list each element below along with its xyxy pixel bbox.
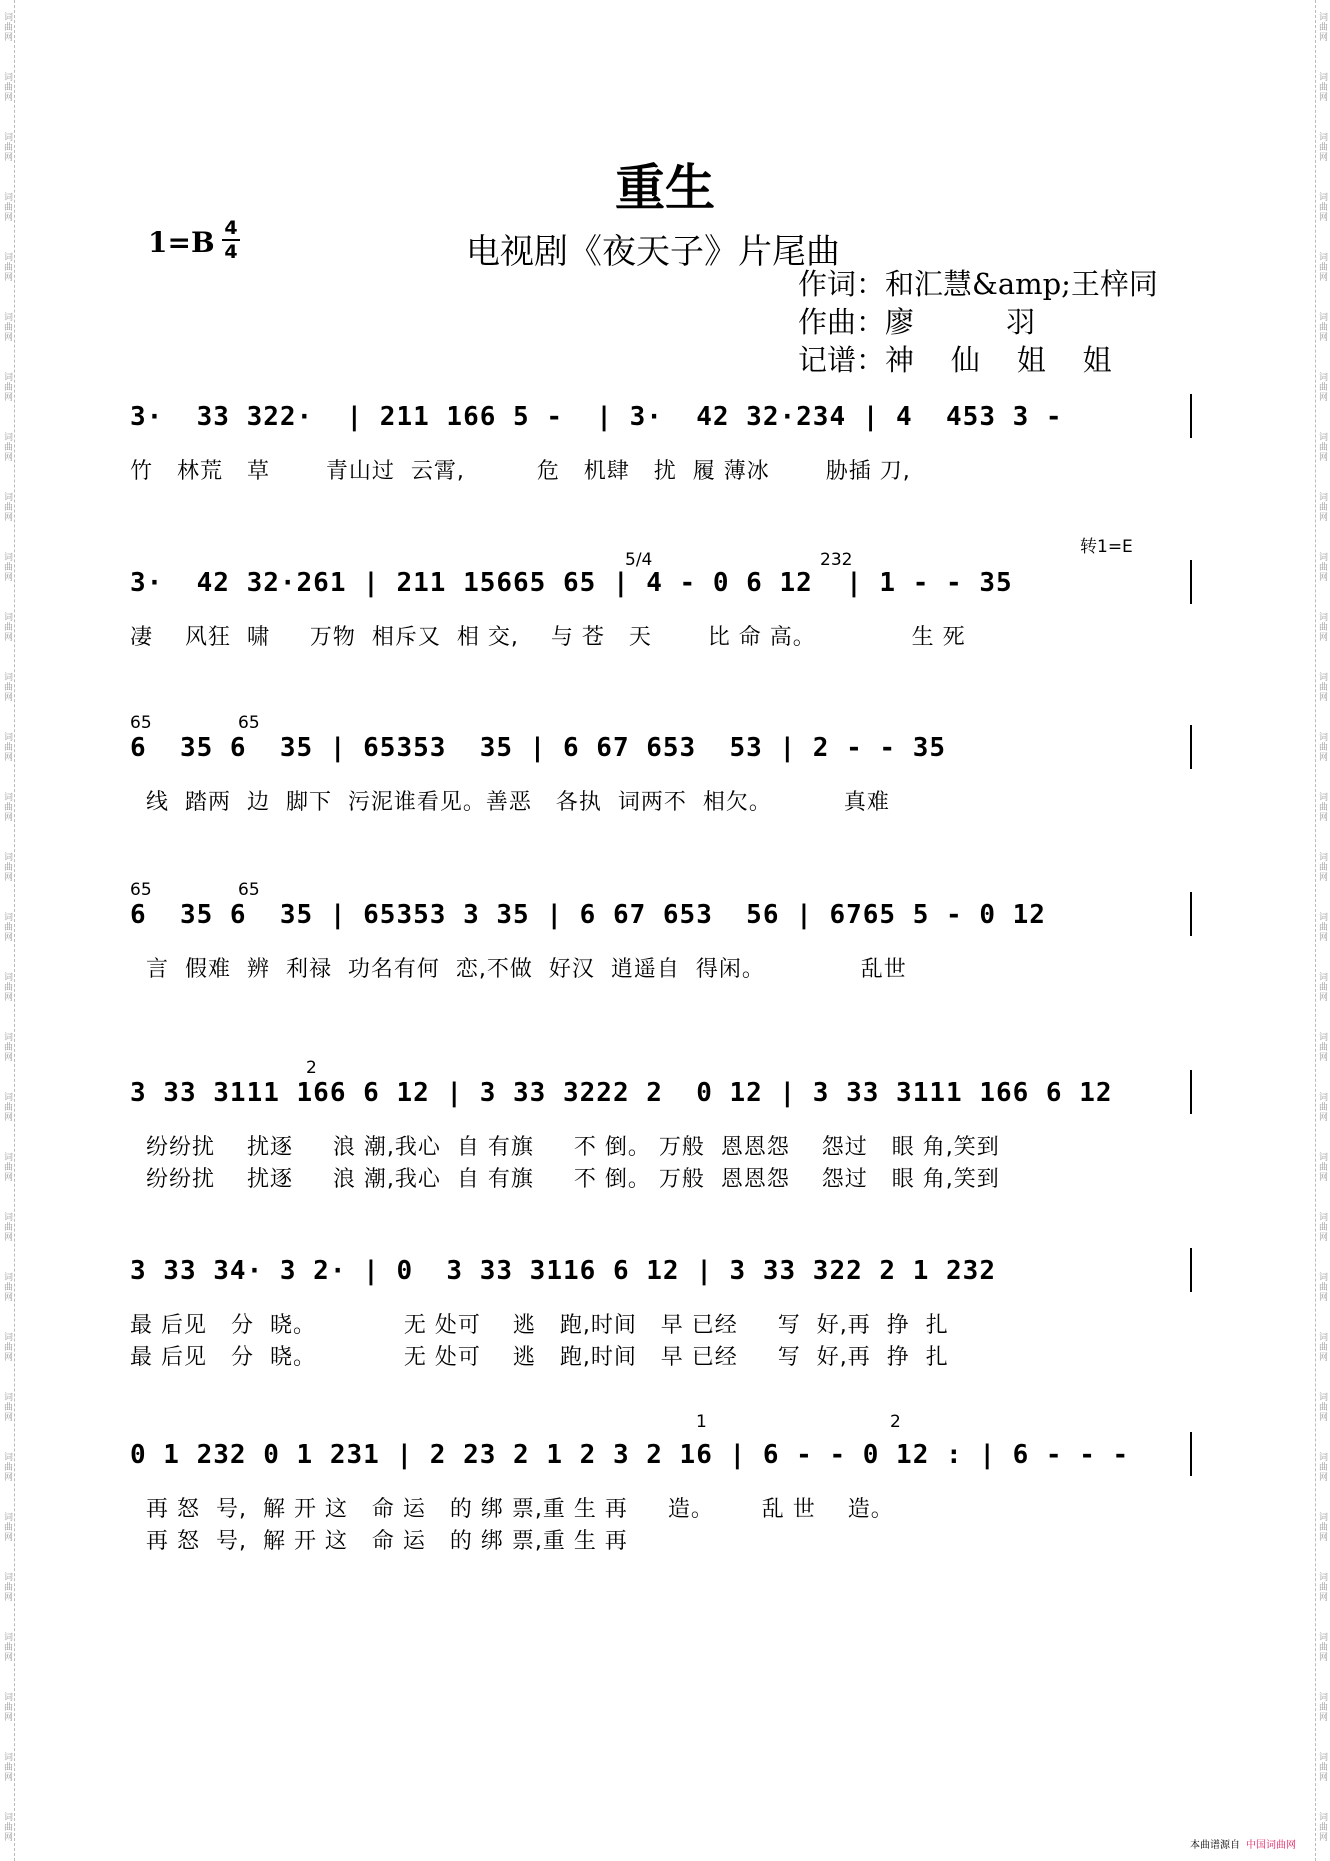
notation-line: 3 33 3111 166 6 12 | 3 33 3222 2 0 12 | 3 33 3111 166 6 12 [130, 1078, 1113, 1108]
composer-credit: 作曲：廖 羽 [798, 305, 1036, 339]
footer [1190, 1836, 1296, 1851]
lyric-line: 纷纷扰 扰逐 浪 潮,我心 自 有旗 不 倒。 万般 恩恩怨 怨过 眼 角,笑到 [130, 1167, 1000, 1192]
watermark-text: 词曲网 [1317, 492, 1327, 522]
watermark-text: 词曲网 [2, 1452, 12, 1482]
watermark-text: 词曲网 [2, 432, 12, 462]
watermark-text: 词曲网 [2, 972, 12, 1002]
footer-source: 本曲谱源自 [1190, 1840, 1240, 1851]
score-mark: 2 [890, 1412, 901, 1432]
lyricist-credit: 作词：和汇慧&amp;王梓同 [798, 267, 1158, 301]
watermark-text: 词曲网 [1317, 672, 1327, 702]
transcriber-credit: 记谱：神 仙 姐 姐 [798, 343, 1112, 377]
watermark-text: 词曲网 [2, 732, 12, 762]
score-mark: 65 [238, 713, 260, 733]
watermark-text: 词曲网 [2, 1092, 12, 1122]
notation-line: 3· 42 32·261 | 211 15665 65 | 4 - 0 6 12 | 1 - - 35 [130, 568, 1013, 598]
barline [1190, 1070, 1192, 1114]
watermark-text: 词曲网 [2, 1812, 12, 1842]
watermark-text: 词曲网 [1317, 972, 1327, 1002]
barline [1190, 560, 1192, 604]
lyric-line: 言 假难 辨 利禄 功名有何 恋,不做 好汉 逍遥自 得闲。 乱世 [130, 957, 907, 982]
watermark-text: 词曲网 [1317, 1032, 1327, 1062]
lyric-line: 竹 林荒 草 青山过 云霄, 危 机肆 扰 履 薄冰 胁插 刀, [130, 459, 911, 484]
watermark-text: 词曲网 [2, 552, 12, 582]
time-signature-top: 4 [224, 217, 238, 239]
watermark-text: 词曲网 [2, 1272, 12, 1302]
watermark-text: 词曲网 [2, 792, 12, 822]
watermark-text: 词曲网 [2, 1692, 12, 1722]
notation-line: 6 35 6 35 | 65353 3 35 | 6 67 653 56 | 6765 5 - 0 12 [130, 900, 1046, 930]
watermark-text: 词曲网 [1317, 252, 1327, 282]
barline [1190, 1248, 1192, 1292]
watermark-text: 词曲网 [1317, 1692, 1327, 1722]
watermark-text: 词曲网 [2, 1332, 12, 1362]
watermark-text: 词曲网 [2, 492, 12, 522]
watermark-text: 词曲网 [1317, 312, 1327, 342]
watermark-text: 词曲网 [2, 192, 12, 222]
lyric-line: 线 踏两 边 脚下 污泥谁看见。善恶 各执 词两不 相欠。 真难 [130, 790, 890, 815]
watermark-text: 词曲网 [1317, 1512, 1327, 1542]
score-mark: 65 [238, 880, 260, 900]
watermark-text: 词曲网 [2, 1392, 12, 1422]
score-mark: 232 [820, 550, 853, 570]
watermark-text: 词曲网 [1317, 12, 1327, 42]
lyric-line: 最 后见 分 晓。 无 处可 逃 跑,时间 早 已经 写 好,再 挣 扎 [130, 1313, 949, 1338]
time-signature-bottom: 4 [224, 241, 238, 263]
watermark-text: 词曲网 [2, 1632, 12, 1662]
barline [1190, 725, 1192, 769]
watermark-text: 词曲网 [1317, 1272, 1327, 1302]
score-mark: 转1=E [1080, 537, 1133, 557]
footer-site: 中国词曲网 [1246, 1840, 1296, 1851]
watermark-text: 词曲网 [2, 372, 12, 402]
watermark-text: 词曲网 [2, 1152, 12, 1182]
score-mark: 65 [130, 713, 152, 733]
notation-line: 3 33 34· 3 2· | 0 3 33 3116 6 12 | 3 33 322 2 1 232 [130, 1256, 996, 1286]
watermark-text: 词曲网 [1317, 792, 1327, 822]
watermark-text: 词曲网 [2, 852, 12, 882]
watermark-text: 词曲网 [2, 612, 12, 642]
watermark-text: 词曲网 [1317, 1752, 1327, 1782]
watermark-text: 词曲网 [1317, 1812, 1327, 1842]
watermark-text: 词曲网 [2, 132, 12, 162]
score-mark: 2 [306, 1058, 317, 1078]
notation-line: 6 35 6 35 | 65353 35 | 6 67 653 53 | 2 - - 35 [130, 733, 947, 763]
watermark-text: 词曲网 [2, 312, 12, 342]
score-mark: 1 [696, 1412, 707, 1432]
watermark-text: 词曲网 [1317, 852, 1327, 882]
watermark-text: 词曲网 [1317, 1392, 1327, 1422]
barline [1190, 394, 1192, 438]
watermark-text: 词曲网 [1317, 1572, 1327, 1602]
notation-line: 3· 33 322· | 211 166 5 - | 3· 42 32·234 | 4 453 3 - [130, 402, 1063, 432]
watermark-text: 词曲网 [2, 12, 12, 42]
watermark-text: 词曲网 [1317, 72, 1327, 102]
barline [1190, 892, 1192, 936]
watermark-text: 词曲网 [2, 72, 12, 102]
watermark-text: 词曲网 [1317, 1632, 1327, 1662]
watermark-text: 词曲网 [1317, 372, 1327, 402]
watermark-text: 词曲网 [2, 1212, 12, 1242]
watermark-text: 词曲网 [2, 252, 12, 282]
watermark-text: 词曲网 [1317, 1452, 1327, 1482]
lyric-line: 凄 风狂 啸 万物 相斥又 相 交, 与 苍 天 比 命 高。 生 死 [130, 625, 966, 650]
watermark-text: 词曲网 [1317, 1212, 1327, 1242]
watermark-text: 词曲网 [1317, 552, 1327, 582]
score-mark: 5/4 [625, 550, 653, 570]
watermark-text: 词曲网 [1317, 612, 1327, 642]
notation-line: 0 1 232 0 1 231 | 2 23 2 1 2 3 2 16 | 6 - - 0 12 : | 6 - - - [130, 1440, 1130, 1470]
watermark-text: 词曲网 [2, 1032, 12, 1062]
watermark-text: 词曲网 [2, 1572, 12, 1602]
watermark-text: 词曲网 [1317, 1092, 1327, 1122]
watermark-text: 词曲网 [1317, 432, 1327, 462]
song-subtitle: 电视剧《夜天子》片尾曲 [466, 232, 840, 272]
key-signature: 1=B [148, 226, 215, 259]
watermark-text: 词曲网 [1317, 132, 1327, 162]
score-mark: 65 [130, 880, 152, 900]
watermark-text: 词曲网 [1317, 1332, 1327, 1362]
watermark-text: 词曲网 [1317, 1152, 1327, 1182]
lyric-line: 纷纷扰 扰逐 浪 潮,我心 自 有旗 不 倒。 万般 恩恩怨 怨过 眼 角,笑到 [130, 1135, 1000, 1160]
watermark-text: 词曲网 [2, 1512, 12, 1542]
watermark-text: 词曲网 [1317, 912, 1327, 942]
song-title: 重生 [615, 159, 715, 217]
watermark-text: 词曲网 [2, 912, 12, 942]
watermark-text: 词曲网 [1317, 732, 1327, 762]
barline [1190, 1432, 1192, 1476]
watermark-text: 词曲网 [1317, 192, 1327, 222]
watermark-text: 词曲网 [2, 1752, 12, 1782]
time-signature [222, 218, 240, 262]
lyric-line: 再 怒 号, 解 开 这 命 运 的 绑 票,重 生 再 [130, 1529, 628, 1554]
watermark-text: 词曲网 [2, 672, 12, 702]
lyric-line: 再 怒 号, 解 开 这 命 运 的 绑 票,重 生 再 造。 乱 世 造。 [130, 1497, 894, 1522]
lyric-line: 最 后见 分 晓。 无 处可 逃 跑,时间 早 已经 写 好,再 挣 扎 [130, 1345, 949, 1370]
